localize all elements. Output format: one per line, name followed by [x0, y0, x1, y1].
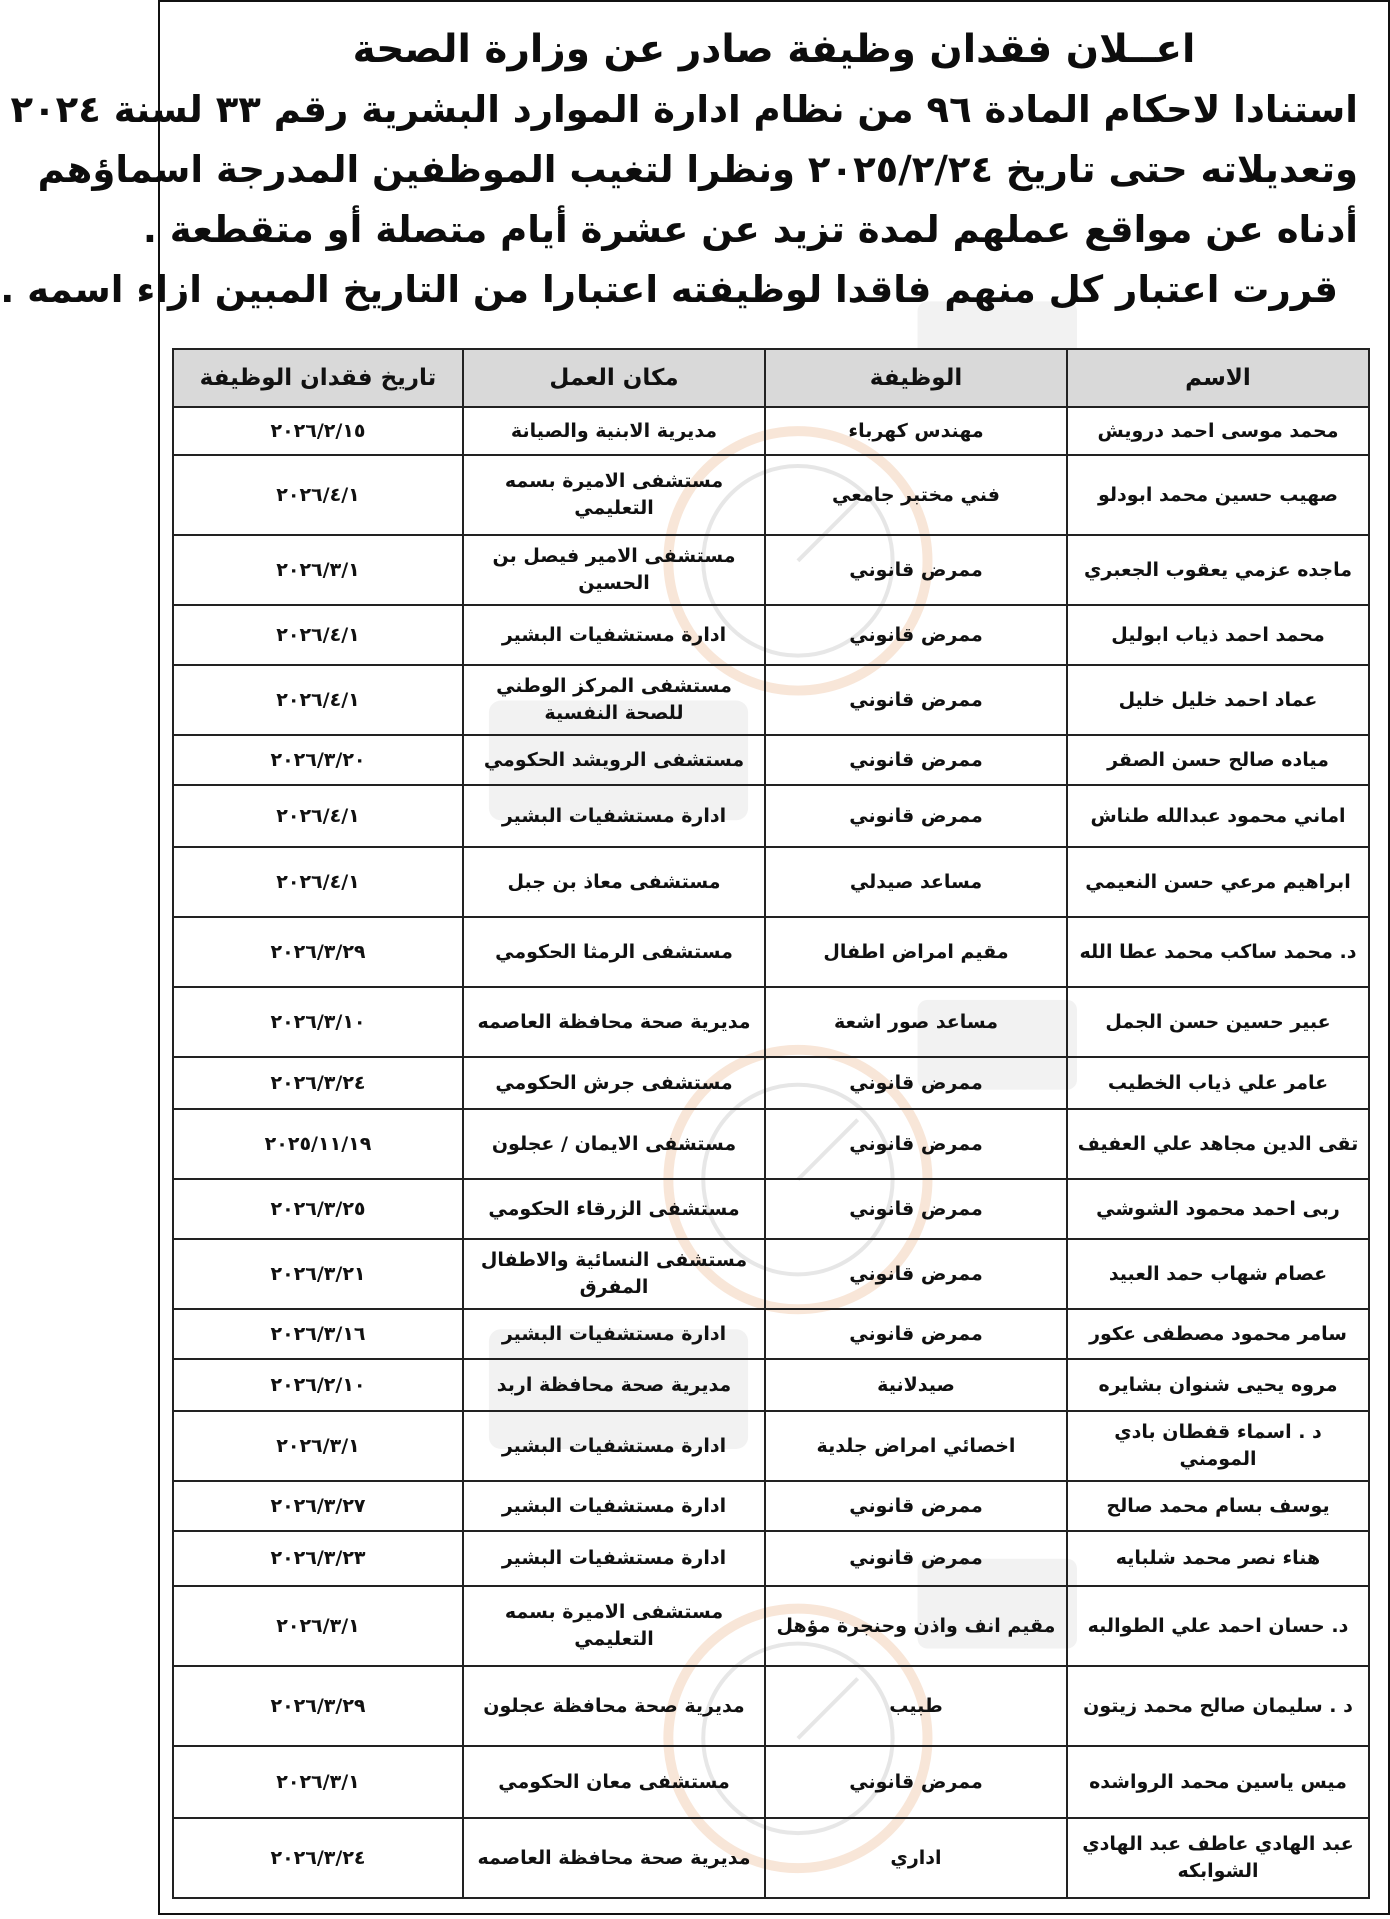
- cell-job: ممرض قانوني: [765, 735, 1067, 785]
- cell-job: ممرض قانوني: [765, 605, 1067, 665]
- header-name: الاسم: [1067, 349, 1369, 407]
- cell-name: هناء نصر محمد شلبايه: [1067, 1531, 1369, 1586]
- announcement-line-4: أدناه عن مواقع عملهم لمدة تزيد عن عشرة أيام متصلة أو متقطعة .: [142, 208, 1358, 251]
- cell-name: تقى الدين مجاهد علي العفيف: [1067, 1109, 1369, 1179]
- cell-date: ٢٠٢٦/٣/٢٥: [173, 1179, 463, 1239]
- cell-place: مستشفى جرش الحكومي: [463, 1057, 765, 1109]
- cell-name: د. حسان احمد علي الطوالبه: [1067, 1586, 1369, 1666]
- table-row: [173, 1179, 1369, 1239]
- cell-job: ممرض قانوني: [765, 535, 1067, 605]
- cell-job: ممرض قانوني: [765, 1057, 1067, 1109]
- cell-date: ٢٠٢٥/١١/١٩: [173, 1109, 463, 1179]
- cell-job: اخصائي امراض جلدية: [765, 1411, 1067, 1481]
- cell-date: ٢٠٢٦/٣/١: [173, 1586, 463, 1666]
- cell-date: ٢٠٢٦/٣/٢٧: [173, 1481, 463, 1531]
- cell-place: مديرية صحة محافظة العاصمه: [463, 1818, 765, 1898]
- cell-name: د . سليمان صالح محمد زيتون: [1067, 1666, 1369, 1746]
- cell-job: ممرض قانوني: [765, 665, 1067, 735]
- table-row: [173, 407, 1369, 455]
- announcement-line-3: وتعديلاته حتى تاريخ ٢٠٢٥/٢/٢٤ ونظرا لتغيب الموظفين المدرجة اسماؤهم: [37, 148, 1358, 191]
- cell-job: مساعد صور اشعة: [765, 987, 1067, 1057]
- table-row: [173, 1109, 1369, 1179]
- table-row: [173, 1586, 1369, 1666]
- cell-date: ٢٠٢٦/٣/١: [173, 535, 463, 605]
- table-row: [173, 1818, 1369, 1898]
- cell-place: ادارة مستشفيات البشير: [463, 785, 765, 847]
- cell-place: مديرية صحة محافظة اربد: [463, 1359, 765, 1411]
- cell-name: ابراهيم مرعي حسن النعيمي: [1067, 847, 1369, 917]
- table-row: [173, 535, 1369, 605]
- cell-date: ٢٠٢٦/٤/١: [173, 785, 463, 847]
- cell-name: محمد احمد ذياب ابوليل: [1067, 605, 1369, 665]
- cell-job: صيدلانية: [765, 1359, 1067, 1411]
- cell-place: ادارة مستشفيات البشير: [463, 1309, 765, 1359]
- cell-job: مهندس كهرباء: [765, 407, 1067, 455]
- table-row: [173, 605, 1369, 665]
- cell-name: عامر علي ذياب الخطيب: [1067, 1057, 1369, 1109]
- employees-table: [172, 348, 1370, 1899]
- cell-place: مستشفى معاذ بن جبل: [463, 847, 765, 917]
- table-row: [173, 1309, 1369, 1359]
- cell-name: ماجده عزمي يعقوب الجعبري: [1067, 535, 1369, 605]
- cell-name: يوسف بسام محمد صالح: [1067, 1481, 1369, 1531]
- cell-date: ٢٠٢٦/٣/٢١: [173, 1239, 463, 1309]
- cell-place: مديرية الابنية والصيانة: [463, 407, 765, 455]
- cell-date: ٢٠٢٦/٣/١: [173, 1411, 463, 1481]
- table-row: [173, 455, 1369, 535]
- announcement-line-2: استنادا لاحكام المادة ٩٦ من نظام ادارة الموارد البشرية رقم ٣٣ لسنة ٢٠٢٤: [10, 88, 1358, 131]
- cell-place: مستشفى الاميرة بسمه التعليمي: [463, 1586, 765, 1666]
- table-row: [173, 1531, 1369, 1586]
- cell-place: مستشفى الرمثا الحكومي: [463, 917, 765, 987]
- cell-name: اماني محمود عبدالله طناش: [1067, 785, 1369, 847]
- cell-date: ٢٠٢٦/٤/١: [173, 605, 463, 665]
- cell-job: ممرض قانوني: [765, 1239, 1067, 1309]
- cell-place: مستشفى الزرقاء الحكومي: [463, 1179, 765, 1239]
- cell-date: ٢٠٢٦/٣/١: [173, 1746, 463, 1818]
- cell-place: مستشفى الامير فيصل بن الحسين: [463, 535, 765, 605]
- cell-name: سامر محمود مصطفى عكور: [1067, 1309, 1369, 1359]
- cell-name: عماد احمد خليل خليل: [1067, 665, 1369, 735]
- cell-place: مديرية صحة محافظة عجلون: [463, 1666, 765, 1746]
- cell-name: د. محمد ساكب محمد عطا الله: [1067, 917, 1369, 987]
- cell-date: ٢٠٢٦/٣/١٦: [173, 1309, 463, 1359]
- header-job: الوظيفة: [765, 349, 1067, 407]
- cell-job: ممرض قانوني: [765, 1481, 1067, 1531]
- announcement-title: اعــلان فقدان وظيفة صادر عن وزارة الصحة: [352, 27, 1196, 72]
- cell-name: صهيب حسين محمد ابودلو: [1067, 455, 1369, 535]
- announcement-line-5: قررت اعتبار كل منهم فاقدا لوظيفته اعتبارا من التاريخ المبين ازاء اسمه .: [0, 268, 1338, 311]
- cell-name: عصام شهاب حمد العبيد: [1067, 1239, 1369, 1309]
- cell-date: ٢٠٢٦/٤/١: [173, 847, 463, 917]
- cell-date: ٢٠٢٦/٣/٢٠: [173, 735, 463, 785]
- announcement-header: [0, 2, 1388, 342]
- cell-job: ممرض قانوني: [765, 1746, 1067, 1818]
- table-row: [173, 1666, 1369, 1746]
- cell-date: ٢٠٢٦/٣/٢٤: [173, 1057, 463, 1109]
- table-row: [173, 1057, 1369, 1109]
- table-row: [173, 917, 1369, 987]
- cell-job: فني مختبر جامعي: [765, 455, 1067, 535]
- table-row: [173, 665, 1369, 735]
- cell-name: مياده صالح حسن الصقر: [1067, 735, 1369, 785]
- cell-name: ميس ياسين محمد الرواشده: [1067, 1746, 1369, 1818]
- cell-place: ادارة مستشفيات البشير: [463, 1481, 765, 1531]
- cell-name: مروه يحيى شنوان بشايره: [1067, 1359, 1369, 1411]
- table-row: [173, 1481, 1369, 1531]
- table-row: [173, 1239, 1369, 1309]
- table-row: [173, 1411, 1369, 1481]
- cell-date: ٢٠٢٦/٣/٢٩: [173, 917, 463, 987]
- cell-job: مقيم انف واذن وحنجرة مؤهل: [765, 1586, 1067, 1666]
- table-row: [173, 1746, 1369, 1818]
- cell-place: ادارة مستشفيات البشير: [463, 1411, 765, 1481]
- table-row: [173, 735, 1369, 785]
- cell-place: مستشفى الاميرة بسمه التعليمي: [463, 455, 765, 535]
- cell-place: مستشفى النسائية والاطفال المفرق: [463, 1239, 765, 1309]
- cell-place: مستشفى الرويشد الحكومي: [463, 735, 765, 785]
- cell-date: ٢٠٢٦/٤/١: [173, 665, 463, 735]
- cell-date: ٢٠٢٦/٣/٢٤: [173, 1818, 463, 1898]
- cell-job: ممرض قانوني: [765, 1109, 1067, 1179]
- cell-job: طبيب: [765, 1666, 1067, 1746]
- cell-place: مديرية صحة محافظة العاصمه: [463, 987, 765, 1057]
- cell-place: ادارة مستشفيات البشير: [463, 1531, 765, 1586]
- cell-date: ٢٠٢٦/٣/٢٩: [173, 1666, 463, 1746]
- cell-job: مساعد صيدلي: [765, 847, 1067, 917]
- cell-place: مستشفى الايمان / عجلون: [463, 1109, 765, 1179]
- table-row: [173, 847, 1369, 917]
- header-loss-date: تاريخ فقدان الوظيفة: [173, 349, 463, 407]
- cell-name: د . اسماء قفطان بادي المومني: [1067, 1411, 1369, 1481]
- table-row: [173, 987, 1369, 1057]
- cell-place: مستشفى المركز الوطني للصحة النفسية: [463, 665, 765, 735]
- cell-place: مستشفى معان الحكومي: [463, 1746, 765, 1818]
- cell-date: ٢٠٢٦/٢/١٠: [173, 1359, 463, 1411]
- cell-date: ٢٠٢٦/٢/١٥: [173, 407, 463, 455]
- cell-date: ٢٠٢٦/٣/٢٣: [173, 1531, 463, 1586]
- cell-job: اداري: [765, 1818, 1067, 1898]
- table-row: [173, 1359, 1369, 1411]
- cell-name: ربى احمد محمود الشوشي: [1067, 1179, 1369, 1239]
- header-workplace: مكان العمل: [463, 349, 765, 407]
- cell-job: ممرض قانوني: [765, 1179, 1067, 1239]
- cell-name: عبير حسين حسن الجمل: [1067, 987, 1369, 1057]
- table-row: [173, 785, 1369, 847]
- cell-place: ادارة مستشفيات البشير: [463, 605, 765, 665]
- cell-job: مقيم امراض اطفال: [765, 917, 1067, 987]
- cell-date: ٢٠٢٦/٤/١: [173, 455, 463, 535]
- cell-date: ٢٠٢٦/٣/١٠: [173, 987, 463, 1057]
- table-header-row: [173, 349, 1369, 407]
- cell-name: عبد الهادي عاطف عبد الهادي الشوابكه: [1067, 1818, 1369, 1898]
- cell-name: محمد موسى احمد درويش: [1067, 407, 1369, 455]
- cell-job: ممرض قانوني: [765, 1531, 1067, 1586]
- cell-job: ممرض قانوني: [765, 785, 1067, 847]
- cell-job: ممرض قانوني: [765, 1309, 1067, 1359]
